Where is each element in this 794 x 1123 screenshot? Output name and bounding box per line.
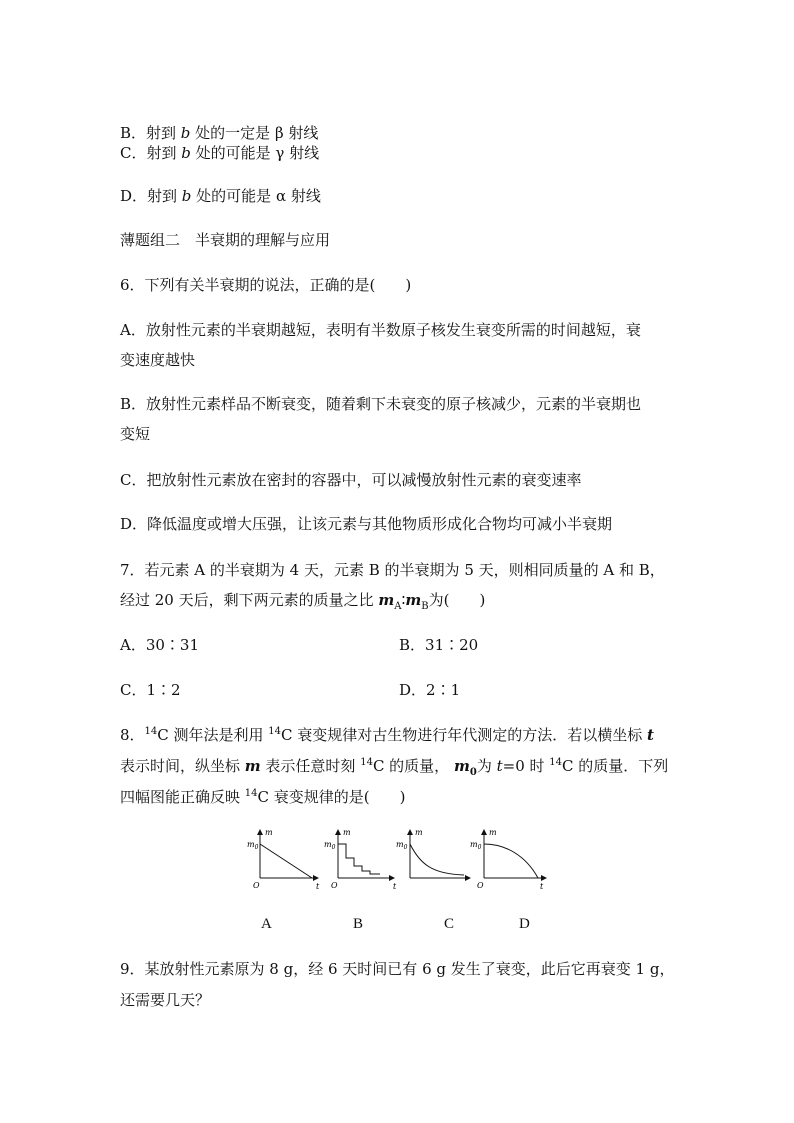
graph-a-origin: O [253, 881, 260, 890]
graph-label-b: B [353, 916, 364, 932]
q6-option-b-line2: 变短 [120, 425, 151, 443]
decay-graphs-figure [244, 826, 564, 896]
q6-option-a-line2: 变速度越快 [120, 351, 196, 369]
graph-b-origin: O [331, 881, 338, 890]
graph-a-m0-label: $m_0$ [247, 840, 259, 851]
graph-d [470, 828, 546, 891]
graph-d-origin: O [477, 881, 484, 890]
graph-a-m-label: m [265, 828, 273, 837]
graph-d-m0-label: $m_0$ [470, 840, 482, 851]
q6-option-a-line1: A．放射性元素的半衰期越短，表明有半数原子核发生衰变所需的时间越短，衰 [120, 321, 641, 339]
question-8-line1: 8．$^{14}$C 测年法是利用 $^{14}$C 衰变规律对古生物进行年代测定的方法．若以横坐标 t [120, 726, 654, 744]
graph-d-t-label: t [540, 882, 544, 891]
graph-b-t-label: t [393, 882, 397, 891]
graph-label-c: C [444, 916, 455, 932]
q6-option-d: D．降低温度或增大压强，让该元素与其他物质形成化合物均可减小半衰期 [120, 515, 613, 533]
option-d: D．射到 b 处的可能是 α 射线 [120, 187, 321, 205]
graph-a-curve [260, 844, 312, 878]
graph-b-m-label: m [343, 828, 351, 837]
question-9-line2: 还需要几天？ [120, 991, 211, 1009]
question-7-line2: 经过 20 天后，剩下两元素的质量之比 $m_A∶m_B$为( ) [120, 591, 486, 612]
option-c: C．射到 b 处的可能是 γ 射线 [120, 144, 320, 162]
graph-c-curve [410, 844, 464, 875]
graph-b-curve [338, 844, 380, 874]
graph-a-t-label: t [316, 882, 320, 891]
section-heading: 薄题组二 半衰期的理解与应用 [120, 231, 331, 249]
graph-b-m0-label: $m_0$ [324, 840, 336, 851]
q7-option-d: D．2∶1 [399, 681, 461, 699]
graph-label-a: A [261, 916, 272, 932]
q6-option-b-line1: B．放射性元素样品不断衰变，随着剩下未衰变的原子核减少，元素的半衰期也 [120, 395, 642, 413]
graph-d-m-label: m [489, 828, 497, 837]
question-6: 6．下列有关半衰期的说法，正确的是( ) [120, 276, 412, 294]
option-b: B．射到 b 处的一定是 β 射线 [120, 124, 319, 142]
question-7-line1: 7．若元素 A 的半衰期为 4 天，元素 B 的半衰期为 5 天，则相同质量的 A 和 B， [120, 561, 665, 579]
question-8-line3: 四幅图能正确反映 $^{14}$C 衰变规律的是( ) [120, 788, 406, 806]
graph-c [396, 828, 470, 878]
q6-option-c: C．把放射性元素放在密封的容器中，可以减慢放射性元素的衰变速率 [120, 471, 582, 489]
q7-option-a: A．30∶31 [120, 636, 200, 654]
graph-a [247, 828, 320, 891]
graph-c-m-label: m [415, 828, 423, 837]
graph-c-m0-label: $m_0$ [396, 840, 408, 851]
q7-option-c: C．1∶2 [120, 681, 181, 699]
q7-option-b: B．31∶20 [399, 636, 479, 654]
question-8-line2: 表示时间，纵坐标 m 表示任意时刻 $^{14}$C 的质量， $m_0$为 t=0 时 $^{14}$C 的质量．下列 [120, 757, 669, 778]
graph-b [324, 828, 397, 891]
question-9-line1: 9．某放射性元素原为 8 g，经 6 天时间已有 6 g 发生了衰变，此后它再衰变 1 g， [120, 960, 675, 978]
graph-d-curve [484, 844, 538, 878]
graph-label-d: D [519, 916, 530, 932]
